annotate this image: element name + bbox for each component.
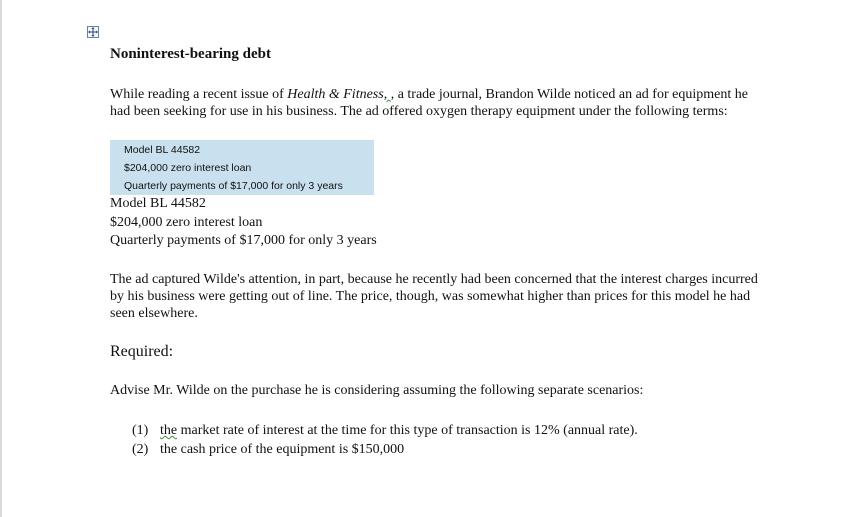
context-text-start: The ad captured Wilde's attention, in part, because he recently had been concerned that the interest charges incurred by his business were getting out of line. The price, though, was somewhat h: [110, 272, 758, 304]
scenario-item: [132, 421, 638, 440]
intro-paragraph: [110, 86, 770, 120]
terms-line: $204,000 zero interest loan: [110, 214, 263, 230]
advise-paragraph: Advise Mr. Wilde on the purchase he is considering assuming the following separate scenarios:: [110, 383, 644, 398]
move-handle-icon[interactable]: [87, 26, 99, 38]
terms-line: Model BL 44582: [110, 196, 206, 211]
document-title: Noninterest-bearing debt: [110, 46, 271, 62]
scenario-item: [132, 440, 638, 459]
intro-text-end: , a trade journal, Brandon Wilde noticed an ad for equipment he had been seeking for use in his business. The ad offered oxygen therapy equipment under the following terms:: [110, 87, 748, 119]
callout-line: Quarterly payments of $17,000 for only 3 years: [124, 180, 343, 192]
scenario-text: market rate of interest at the time for this type of transaction is 12% (annual rate).: [177, 423, 638, 438]
context-paragraph: [110, 271, 770, 322]
callout-line: $204,000 zero interest loan: [124, 162, 252, 174]
context-text-end: igher than prices for this model he had seen elsewhere.: [110, 289, 751, 321]
scenario-lead-word[interactable]: the: [160, 423, 178, 438]
scenario-text: the cash price of the equipment is $150,000: [160, 442, 405, 457]
required-heading: Required:: [110, 343, 174, 360]
terms-line: Quarterly payments of $17,000 for only 3 years: [110, 233, 377, 248]
journal-name: Health & Fitness: [287, 87, 384, 102]
scenario-list: [132, 421, 638, 459]
terms-list: [110, 195, 377, 251]
callout-line: Model BL 44582: [124, 144, 201, 156]
scenario-number: (1): [132, 423, 149, 438]
grammar-flag[interactable]: ,: [383, 87, 391, 102]
left-margin-rule: [0, 0, 2, 517]
scenario-number: (2): [132, 442, 149, 457]
ad-callout-box: [110, 140, 374, 195]
intro-text-start: While reading a recent issue of: [110, 87, 288, 102]
